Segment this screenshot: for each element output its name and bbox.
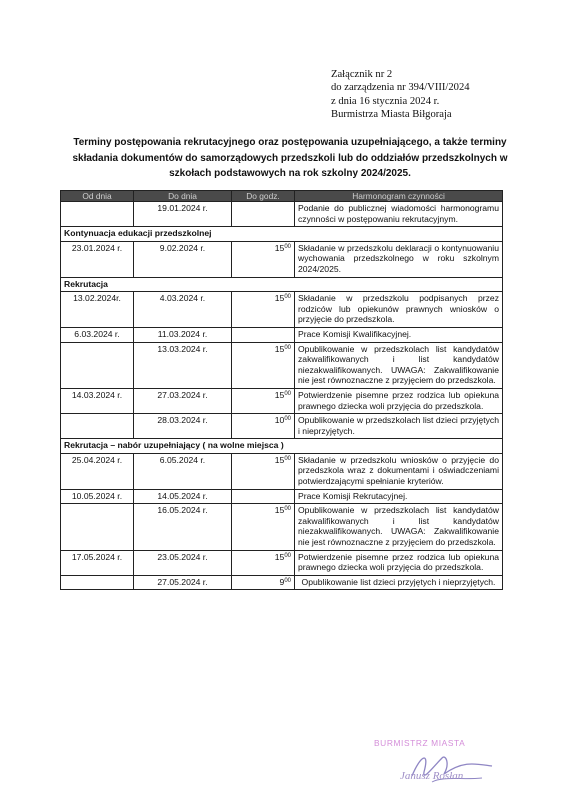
table-header-row [61,191,503,202]
section-title: Rekrutacja [61,277,503,292]
hour-value: 15 [274,505,285,516]
table-body [61,202,503,590]
table-row [61,504,503,550]
cell-to: 13.03.2024 r. [134,342,232,388]
cell-hour [232,575,295,590]
table-row [61,292,503,328]
cell-to: 16.05.2024 r. [134,504,232,550]
section-row [61,439,503,454]
cell-from: 23.01.2024 r. [61,241,134,277]
table-row [61,550,503,575]
cell-to: 11.03.2024 r. [134,327,232,342]
cell-activity: Opublikowanie w przedszkolach list dzieci przyjętych i nieprzyjętych. [295,414,503,439]
cell-hour [232,327,295,342]
cell-activity: Podanie do publicznej wiadomości harmonogramu czynności w postępowaniu rekrutacyjnym. [295,202,503,227]
cell-hour [232,241,295,277]
cell-hour [232,414,295,439]
col-header-activity: Harmonogram czynności [295,191,503,202]
mayor-stamp: BURMISTRZ MIASTA [374,738,466,748]
cell-from [61,575,134,590]
hour-minutes: 00 [284,552,291,559]
cell-hour [232,202,295,227]
col-header-from: Od dnia [61,191,134,202]
hour-minutes: 00 [284,390,291,397]
table-row [61,414,503,439]
cell-to: 28.03.2024 r. [134,414,232,439]
cell-hour [232,550,295,575]
table-row [61,202,503,227]
cell-from [61,414,134,439]
cell-hour [232,292,295,328]
cell-activity: Prace Komisji Rekrutacyjnej. [295,489,503,504]
cell-to: 14.05.2024 r. [134,489,232,504]
table-row [61,453,503,489]
table-row [61,575,503,590]
hour-minutes: 00 [284,294,291,301]
mayor-name-stamp: Janusz Rosłan [400,770,464,782]
table-row [61,489,503,504]
cell-activity: Potwierdzenie pisemne przez rodzica lub opiekuna prawnego dziecka woli przyjęcia do przedszkola. [295,550,503,575]
hour-minutes: 00 [284,344,291,351]
section-row [61,277,503,292]
hour-value: 10 [274,415,285,426]
cell-activity: Opublikowanie w przedszkolach list kandydatów zakwalifikowanych i list kandydatów niezakwalifikowanych. UWAGA: Zakwalifikowanie nie jest równoznaczne z przyjęciem do przedszkola. [295,504,503,550]
col-header-hour: Do godz. [232,191,295,202]
cell-hour [232,504,295,550]
hour-value: 15 [274,454,285,465]
hour-value: 9 [279,576,285,587]
hour-value: 15 [274,293,285,304]
section-title: Kontynuacja edukacji przedszkolnej [61,227,503,242]
table-row [61,388,503,413]
cell-to: 4.03.2024 r. [134,292,232,328]
hour-value: 15 [274,389,285,400]
cell-hour [232,489,295,504]
cell-to: 27.05.2024 r. [134,575,232,590]
document-title: Terminy postępowania rekrutacyjnego oraz postępowania uzupełniającego, a także terminy składania dokumentów do samorządowych przedszkoli lub do oddziałów przedszkolnych w szkołach podstawowych na rok szkolny 2024/2025. [72,137,508,179]
cell-from [61,202,134,227]
cell-from: 13.02.2024r. [61,292,134,328]
section-row [61,227,503,242]
cell-hour [232,453,295,489]
cell-activity: Opublikowanie w przedszkolach list kandydatów zakwalifikowanych i list kandydatów niezakwalifikowanych. UWAGA: Zakwalifikowanie nie jest równoznaczne z przyjęciem do przedszkola. [295,342,503,388]
cell-activity: Składanie w przedszkolu deklaracji o kontynuowaniu wychowania przedszkolnego w roku szkolnym 2024/2025. [295,241,503,277]
ordinance-number: do zarządzenia nr 394/VIII/2024 [331,82,470,94]
cell-to: 9.02.2024 r. [134,241,232,277]
cell-from: 14.03.2024 r. [61,388,134,413]
cell-from [61,504,134,550]
cell-activity: Składanie w przedszkolu wniosków o przyjęcie do przedszkola wraz z dokumentami i oświadczeniami potwierdzającymi spełnianie kryteriów. [295,453,503,489]
table-row [61,327,503,342]
hour-minutes: 00 [284,577,291,584]
cell-from: 6.03.2024 r. [61,327,134,342]
cell-hour [232,388,295,413]
hour-value: 15 [274,343,285,354]
cell-to: 6.05.2024 r. [134,453,232,489]
section-title: Rekrutacja – nabór uzupełniający ( na wolne miejsca ) [61,439,503,454]
cell-from: 10.05.2024 r. [61,489,134,504]
hour-minutes: 00 [284,506,291,513]
annex-number: Załącznik nr 2 [331,69,393,80]
cell-activity: Składanie w przedszkolu podpisanych przez rodziców lub opiekunów prawnych wniosków o przyjęcie do przedszkola. [295,292,503,328]
signature-block [372,736,532,792]
cell-from: 25.04.2024 r. [61,453,134,489]
cell-hour [232,342,295,388]
cell-activity: Prace Komisji Kwalifikacyjnej. [295,327,503,342]
handwritten-signature-icon [372,736,532,792]
hour-minutes: 00 [284,416,291,423]
cell-from: 17.05.2024 r. [61,550,134,575]
ordinance-date: z dnia 16 stycznia 2024 r. [331,95,440,107]
cell-activity: Potwierdzenie pisemne przez rodzica lub opiekuna prawnego dziecka woli przyjęcia do przedszkola. [295,388,503,413]
issuer: Burmistrza Miasta Biłgoraja [331,109,452,121]
hour-minutes: 00 [284,243,291,250]
cell-from [61,342,134,388]
cell-activity: Opublikowanie list dzieci przyjętych i nieprzyjętych. [295,575,503,590]
annex-header [331,68,551,122]
schedule-table [60,190,503,590]
hour-value: 15 [274,551,285,562]
hour-value: 15 [274,242,285,253]
cell-to: 23.05.2024 r. [134,550,232,575]
cell-to: 19.01.2024 r. [134,202,232,227]
cell-to: 27.03.2024 r. [134,388,232,413]
table-row [61,241,503,277]
table-row [61,342,503,388]
hour-minutes: 00 [284,455,291,462]
col-header-to: Do dnia [134,191,232,202]
